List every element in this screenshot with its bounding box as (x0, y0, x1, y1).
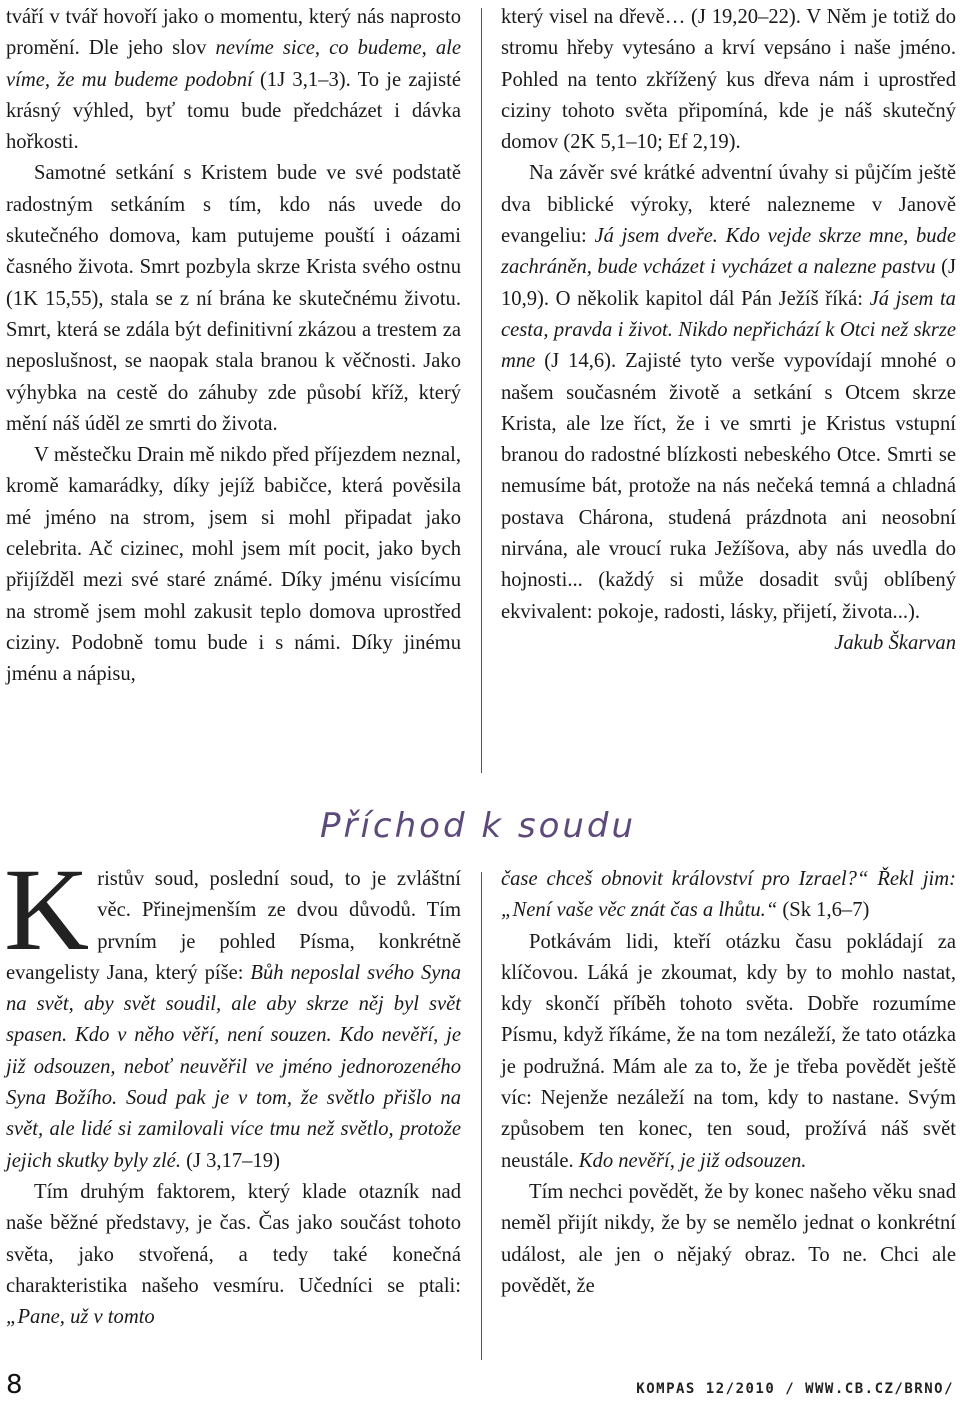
column-top-left (6, 2, 461, 691)
column-divider (481, 8, 482, 773)
paragraph: Potkávám lidi, kteří otázku času pokládají za klíčovou. Láká je zkoumat, kdy by to mohlo nastat, kdy skončí příběh tohoto světa. Dobře rozumíme Písmu, když říkáme, že na tom nezáleží, že tato otázka je podružná. Mám ale za to, že je třeba povědět ještě víc: Nejenže nezáleží na tom, kdy to nastane. Svým způsobem ten konec, ten soud, prožívá náš svět neustále. Kdo nevěří, je již odsouzen. (501, 930, 956, 1172)
quote: Já jsem dveře. Kdo vejde skrze mne, bude zachráněn, bude vcházet i vycházet a nalezne pastvu (501, 225, 956, 279)
running-footer: KOMPAS 12/2010 / WWW.CB.CZ/BRNO/ (636, 1381, 954, 1397)
paragraph: tváří v tvář hovoří jako o momentu, který nás naprosto promění. Dle jeho slov nevíme sice, co budeme, ale víme, že mu budeme podobní (1J 3,1–3). To je zajisté krásný výhled, byť tomu bude předcházet i dávka hořkosti. (6, 6, 461, 154)
paragraph: Na závěr své krátké adventní úvahy si půjčím ještě dva biblické výroky, které nalezneme v Janově evangeliu: Já jsem dveře. Kdo vejde skrze mne, bude zachráněn, bude vcházet i vycházet a nalezne pastvu (J 10,9). O několik kapitol dál Pán Ježíš říká: Já jsem ta cesta, pravda i život. Nikdo nepřichází k Otci než skrze mne (J 14,6). Zajisté tyto verše vypovídají mnohé o našem současném životě a setkání s Otcem skrze Krista, ale lze říct, že i ve smrti je Kristus vstupní branou do radostné blízkosti nebeského Otce. Smrti se nemusíme bát, protože na nás nečeká temná a chladná postava Chárona, studená prázdnota ani neosobní nirvána, ale vroucí ruka Ježíšova, aby nás uvedla do hojnosti... (každý si může dosadit svůj oblíbený ekvivalent: pokoje, radosti, lásky, přijetí, života...). (501, 162, 956, 623)
quote: Já jsem ta cesta, pravda i život. Nikdo nepřichází k Otci než skrze mne (501, 287, 956, 373)
column-bottom-left (4, 844, 461, 1333)
article-heading: Příchod k soudu (320, 806, 637, 846)
column-top-right (501, 2, 956, 659)
column-bottom-right (501, 864, 956, 1302)
paragraph: V městečku Drain mě nikdo před příjezdem neznal, kromě kamarádky, díky jejíž babičce, která pověsila mé jméno na strom, jsem si mohl připadat jako celebrita. Ač cizinec, mohl jsem mít pocit, jako bych přijížděl mezi své staré známé. Díky jménu visícímu na stromě jsem mohl zakusit teplo domova uprostřed ciziny. Podobně tomu bude i s námi. Díky jinému jménu a nápisu, (6, 444, 461, 686)
author-signature: Jakub Škarvan (834, 631, 956, 654)
paragraph: Kristův soud, poslední soud, to je zvláštní věc. Přinejmenším ze dvou důvodů. Tím prvním je pohled Písma, konkrétně evangelisty Jana, který píše: Bůh neposlal svého Syna na svět, aby svět soudil, ale aby skrze něj byl svět spasen. Kdo v něho věří, není souzen. Kdo nevěří, je již odsouzen, neboť neuvěřil ve jméno jednorozeného Syna Božího. Soud pak je v tom, že světlo přišlo na svět, ale lidé si zamilovali více tmu než světlo, protože jejich skutky byly zlé. (J 3,17–19) (4, 844, 461, 1172)
drop-cap: K (4, 844, 90, 975)
quote: „Pane, už v tomto (6, 1306, 155, 1329)
quote: čase chceš obnovit království pro Izrael?“ Řekl jim: „Není vaše věc znát čas a lhůtu.“ (501, 868, 956, 922)
paragraph: Samotné setkání s Kristem bude ve své podstatě radostným setkáním s tím, kdo nás uvede do skutečného domova, kam putujeme pouští i oázami časného života. Smrt pozbyla skrze Krista svého ostnu (1K 15,55), stala se z ní brána ke skutečnému životu. Smrt, která se zdála být definitivní zkázou a trestem za neposlušnost, se naopak stala branou k věčnosti. Jako výhybka na cestě do záhuby zde působí kříž, který mění náš úděl ze smrti do života. (6, 162, 461, 435)
paragraph: Tím druhým faktorem, který klade otazník nad naše běžné představy, je čas. Čas jako součást tohoto světa, jako stvořená, a tedy také konečná charakteristika našeho vesmíru. Učedníci se ptali: „Pane, už v tomto (6, 1180, 461, 1329)
quote: Kdo nevěří, je již odsouzen. (578, 1149, 807, 1172)
column-divider (481, 872, 482, 1360)
quote: Bůh neposlal svého Syna na svět, aby svět soudil, ale aby skrze něj byl svět spasen. Kdo v něho věří, není souzen. Kdo nevěří, je již odsouzen, neboť neuvěřil ve jméno jednorozeného Syna Božího. Soud pak je v tom, že světlo přišlo na svět, ale lidé si zamilovali více tmu než světlo, protože jejich skutky byly zlé. (6, 961, 461, 1172)
paragraph: který visel na dřevě… (J 19,20–22). V Něm je totiž do stromu hřeby vytesáno a krví vepsáno i naše jméno. Pohled na tento zkřížený kus dřeva nám i uprostřed ciziny tohoto světa připomíná, kde je náš skutečný domov (2K 5,1–10; Ef 2,19). (501, 6, 956, 154)
paragraph: čase chceš obnovit království pro Izrael?“ Řekl jim: „Není vaše věc znát čas a lhůtu.“ (Sk 1,6–7) (501, 868, 956, 922)
paragraph: Tím nechci povědět, že by konec našeho věku snad neměl přijít nikdy, že by se nemělo jednat o konkrétní událost, ale jen o nějaký obraz. To ne. Chci ale povědět, že (501, 1180, 956, 1297)
quote: nevíme sice, co budeme, ale víme, že mu budeme podobní (6, 37, 461, 91)
page-number: 8 (6, 1370, 23, 1400)
